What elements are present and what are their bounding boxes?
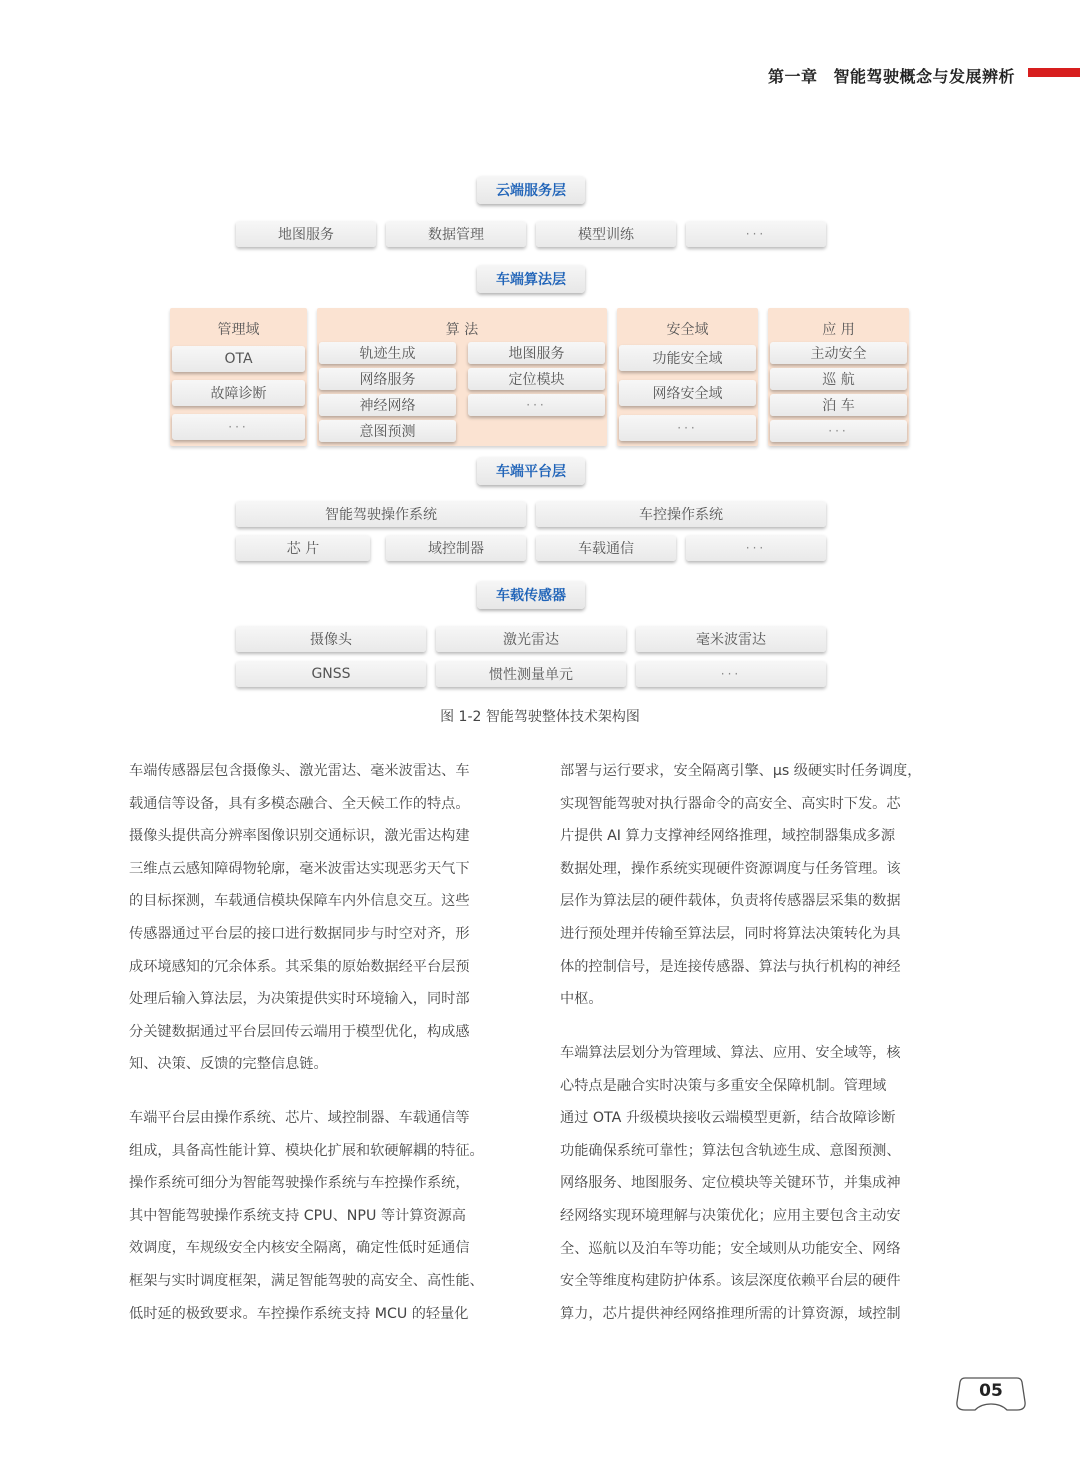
- cloud-item-more: ···: [686, 221, 826, 247]
- chapter-header: [768, 64, 1015, 87]
- right-paragraph-2: [560, 1037, 901, 1330]
- text-line: 功能确保系统可靠性；算法包含轨迹生成、意图预测、: [560, 1142, 901, 1159]
- cloud-layer-label: 云端服务层: [477, 176, 585, 204]
- app-item: 巡 航: [770, 368, 907, 390]
- text-line: 层作为算法层的硬件载体，负责将传感器层采集的数据: [560, 893, 901, 910]
- app-item-more: ···: [770, 420, 907, 442]
- cloud-item: 地图服务: [236, 221, 376, 247]
- text-line: 心特点是融合实时决策与多重安全保障机制。管理域: [560, 1077, 887, 1094]
- text-line: 框架与实时调度框架，满足智能驾驶的高安全、高性能、: [129, 1272, 484, 1289]
- mgmt-domain-title: 管理域: [217, 322, 260, 338]
- text-line: 网络服务、地图服务、定位模块等关键环节，并集成神: [560, 1175, 901, 1192]
- text-line: 数据处理，操作系统实现硬件资源调度与任务管理。该: [560, 860, 901, 877]
- text-line: 处理后输入算法层，为决策提供实时环境输入，同时部: [129, 991, 470, 1008]
- text-line: 部署与运行要求，安全隔离引擎、μs 级硬实时任务调度，: [560, 763, 922, 779]
- app-domain-title: 应 用: [822, 322, 855, 338]
- header-accent-bar: [1028, 68, 1080, 77]
- page-number: 05: [979, 1381, 1003, 1401]
- algo-item: 定位模块: [468, 368, 605, 390]
- platform-layer-label: 车端平台层: [477, 457, 585, 485]
- text-line: 经网络实现环境理解与决策优化；应用主要包含主动安: [560, 1207, 901, 1224]
- left-paragraph-2: [129, 1102, 484, 1330]
- text-line: 安全等维度构建防护体系。该层深度依赖平台层的硬件: [560, 1273, 901, 1290]
- text-line: 片提供 AI 算力支撑神经网络推理，域控制器集成多源: [560, 828, 896, 845]
- text-line: 三维点云感知障碍物轮廓，毫米波雷达实现恶劣天气下: [129, 860, 470, 877]
- text-line: 车端平台层由操作系统、芯片、域控制器、车载通信等: [129, 1110, 470, 1126]
- text-line: 低时延的极致要求。车控操作系统支持 MCU 的轻量化: [129, 1305, 469, 1322]
- text-line: 传感器通过平台层的接口进行数据同步与时空对齐，形: [129, 925, 470, 942]
- sensor-item: 惯性测量单元: [436, 661, 626, 687]
- algo-item-more: ···: [468, 394, 605, 416]
- chapter-label: 第一章: [768, 67, 818, 86]
- os-item: 智能驾驶操作系统: [236, 501, 526, 527]
- algo-item: 神经网络: [319, 394, 456, 416]
- text-line: 算力，芯片提供神经网络推理所需的计算资源，域控制: [560, 1305, 901, 1322]
- mgmt-item-more: ···: [172, 414, 305, 440]
- sensor-item: GNSS: [236, 661, 426, 687]
- text-line: 其中智能驾驶操作系统支持 CPU、NPU 等计算资源高: [129, 1207, 466, 1224]
- os-item: 车控操作系统: [536, 501, 826, 527]
- text-line: 进行预处理并传输至算法层，同时将算法决策转化为具: [560, 925, 901, 942]
- app-item: 主动安全: [770, 342, 907, 364]
- text-line: 通过 OTA 升级模块接收云端模型更新，结合故障诊断: [560, 1110, 896, 1127]
- page-number-badge: [955, 1376, 1027, 1412]
- algo-item: 网络服务: [319, 368, 456, 390]
- sensor-item: 摄像头: [236, 626, 426, 652]
- hw-item: 域控制器: [386, 535, 526, 561]
- text-line: 组成，具备高性能计算、模块化扩展和软硬解耦的特征。: [129, 1142, 484, 1159]
- algo-item: 地图服务: [468, 342, 605, 364]
- text-line: 车端算法层划分为管理域、算法、应用、安全域等，核: [560, 1045, 901, 1061]
- safety-item-more: ···: [619, 415, 756, 441]
- text-line: 效调度，车规级安全内核安全隔离，确定性低时延通信: [129, 1240, 470, 1257]
- text-line: 体的控制信号，是连接传感器、算法与执行机构的神经: [560, 958, 901, 975]
- text-line: 成环境感知的冗余体系。其采集的原始数据经平台层预: [129, 958, 470, 975]
- algo-domain-title: 算 法: [445, 322, 479, 338]
- text-line: 的目标探测，车载通信模块保障车内外信息交互。这些: [129, 893, 470, 910]
- text-line: 摄像头提供高分辨率图像识别交通标识，激光雷达构建: [129, 828, 470, 845]
- safety-item: 网络安全域: [619, 380, 756, 406]
- hw-item-more: ···: [686, 535, 826, 561]
- safety-domain-title: 安全域: [666, 322, 709, 338]
- text-line: 操作系统可细分为智能驾驶操作系统与车控操作系统，: [129, 1175, 470, 1192]
- mgmt-item: 故障诊断: [172, 380, 305, 406]
- right-paragraph-1: [560, 755, 921, 1016]
- mgmt-item: OTA: [172, 346, 305, 372]
- cloud-item: 数据管理: [386, 221, 526, 247]
- app-item: 泊 车: [770, 394, 907, 416]
- text-line: 载通信等设备，具有多模态融合、全天候工作的特点。: [129, 795, 470, 812]
- hw-item: 车载通信: [536, 535, 676, 561]
- algo-item: 轨迹生成: [319, 342, 456, 364]
- sensor-item: 毫米波雷达: [636, 626, 826, 652]
- chapter-title: 智能驾驶概念与发展辨析: [833, 67, 1016, 86]
- text-line: 全、巡航以及泊车等功能；安全域则从功能安全、网络: [560, 1240, 901, 1257]
- text-line: 分关键数据通过平台层回传云端用于模型优化，构成感: [129, 1023, 470, 1040]
- text-line: 实现智能驾驶对执行器命令的高安全、高实时下发。芯: [560, 795, 901, 812]
- sensor-item: 激光雷达: [436, 626, 626, 652]
- cloud-item: 模型训练: [536, 221, 676, 247]
- text-line: 车端传感器层包含摄像头、激光雷达、毫米波雷达、车: [129, 763, 470, 779]
- algo-layer-label: 车端算法层: [477, 265, 585, 293]
- text-line: 知、决策、反馈的完整信息链。: [129, 1056, 328, 1073]
- figure-caption: 图 1-2 智能驾驶整体技术架构图: [440, 709, 640, 725]
- text-line: 中枢。: [560, 991, 603, 1008]
- hw-item: 芯 片: [236, 535, 370, 561]
- sensor-item-more: ···: [636, 661, 826, 687]
- safety-item: 功能安全域: [619, 345, 756, 371]
- algo-item: 意图预测: [319, 420, 456, 442]
- sensor-layer-label: 车载传感器: [477, 581, 585, 609]
- left-paragraph-1: [129, 755, 470, 1081]
